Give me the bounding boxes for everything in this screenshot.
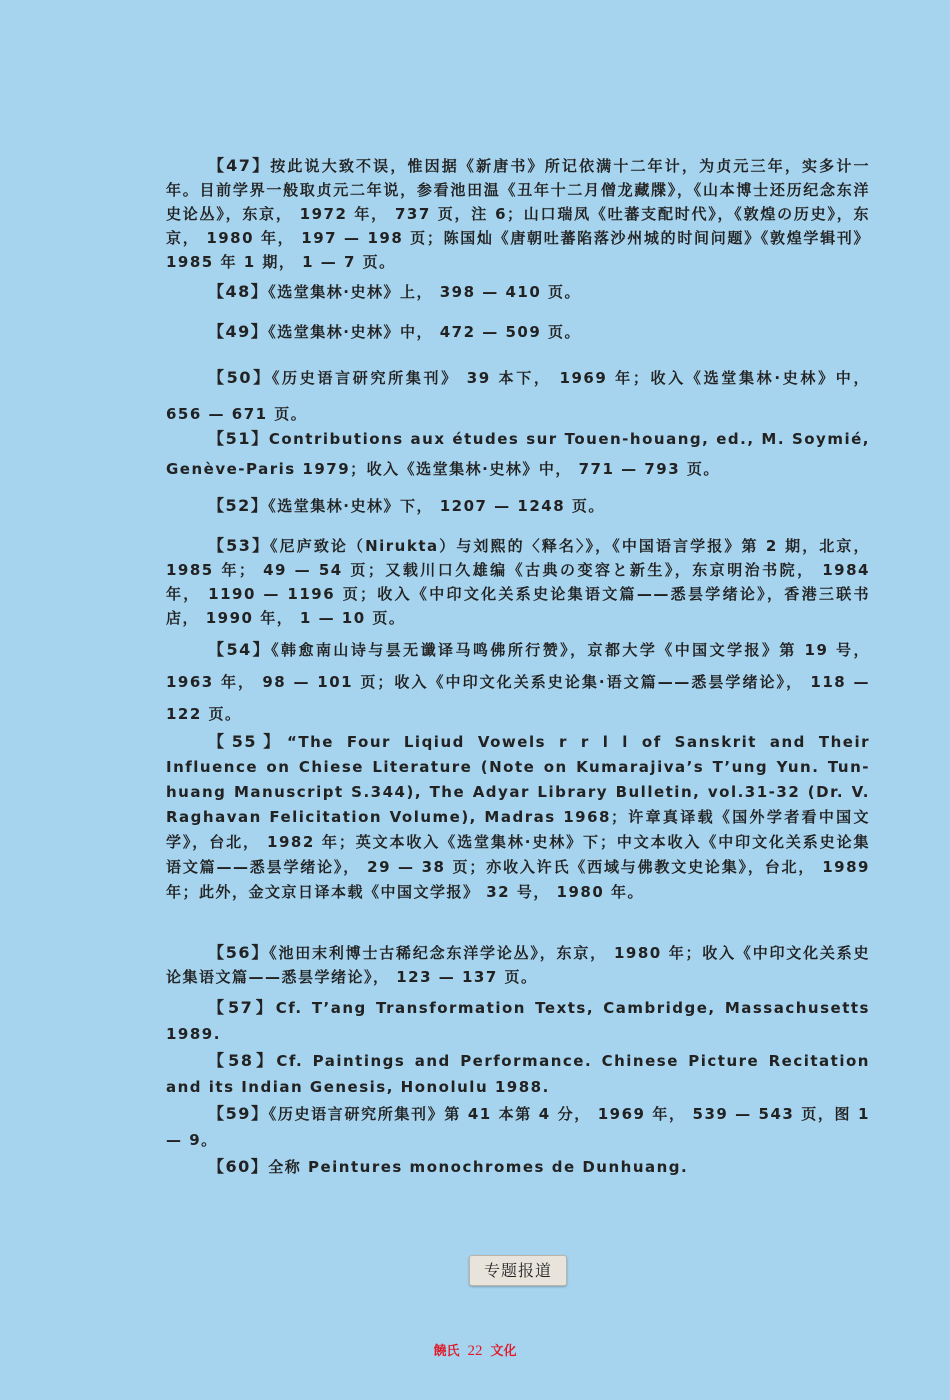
note-text: 《韩愈南山诗与昙无谶译马鸣佛所行赞》，京都大学《中国文学报》第 19 号， 1963 年， 98 — 101 页；收入《中印文化关系史论集·语文篇——悉昙学绪论》， 118 — 122 页。 (166, 641, 870, 723)
note-text: Contributions aux études sur Touen-houang, ed., M. Soymié, Genève-Paris 1979；收入《选堂集林·史林》中， 771 — 793 页。 (166, 430, 870, 478)
note-text: 《选堂集林·史林》中， 472 — 509 页。 (268, 323, 581, 341)
note-text: 全称 Peintures monochromes de Dunhuang. (268, 1158, 689, 1176)
note-number: 【58】 (208, 1051, 277, 1070)
note-52 (166, 494, 870, 518)
note-number: 【50】 (208, 368, 272, 387)
note-number: 【47】 (208, 156, 271, 175)
note-51 (166, 424, 870, 484)
note-number: 【55】 (208, 732, 287, 751)
note-text: 《历史语言研究所集刊》 39 本下， 1969 年；收入《选堂集林·史林》中， 656 — 671 页。 (166, 369, 870, 423)
note-number: 【53】 (208, 536, 271, 555)
page-footer (0, 1340, 950, 1360)
note-47 (166, 154, 870, 274)
note-text: 《选堂集林·史林》上， 398 — 410 页。 (268, 283, 581, 301)
note-53 (166, 534, 870, 630)
note-number: 【51】 (208, 429, 269, 448)
footer-right-label: 文化 (490, 1344, 517, 1359)
note-text: Cf. Paintings and Performance. Chinese Picture Recitation and its Indian Genesis, Honolulu 1988. (166, 1052, 870, 1096)
note-60 (166, 1155, 870, 1179)
note-59 (166, 1101, 870, 1153)
note-54 (166, 634, 870, 730)
note-number: 【54】 (208, 640, 272, 659)
note-text: Cf. T’ang Transformation Texts, Cambridge, Massachusetts 1989. (166, 999, 870, 1043)
note-number: 【60】 (208, 1157, 269, 1176)
footer-left-label: 饒氏 (433, 1344, 460, 1359)
note-number: 【57】 (208, 998, 276, 1017)
section-badge: 专题报道 (469, 1255, 567, 1286)
note-text: 《历史语言研究所集刊》第 41 本第 4 分， 1969 年， 539 — 543 页，图 1 — 9。 (166, 1105, 870, 1149)
note-number: 【56】 (208, 943, 270, 962)
note-number: 【49】 (208, 322, 269, 341)
note-48 (166, 280, 870, 304)
note-text: “The Four Liqiud Vowels r r l l of Sanskrit and Their Influence on Chiese Literature (Note on Kumarajiva’s T’ung Yun. Tun-huang Manuscript S.344), The Adyar Library Bulletin, vol.31-32 (Dr. V. Raghavan Felicitation Volume), Madras 1968；许章真译载《国外学者看中国文学》，台北， 1982 年；英文本收入《选堂集林·史林》下；中文本收入《中印文化关系史论集语文篇——悉昙学绪论》， 29 — 38 页；亦收入许氏《西域与佛教文史论集》，台北， 1989 年；此外，金文京日译本载《中国文学报》 32 号， 1980 年。 (166, 733, 870, 901)
note-text: 《选堂集林·史林》下， 1207 — 1248 页。 (268, 497, 605, 515)
note-56 (166, 941, 870, 989)
note-50 (166, 360, 870, 432)
note-number: 【59】 (208, 1104, 269, 1123)
note-number: 【48】 (208, 282, 269, 301)
note-57 (166, 995, 870, 1047)
note-text: 按此说大致不误，惟因据《新唐书》所记依满十二年计，为贞元三年，实多计一年。目前学界一般取贞元二年说，参看池田温《丑年十二月僧龙藏牒》，《山本博士还历纪念东洋史论丛》，东京， 1972 年， 737 页，注 6；山口瑞凤《吐蕃支配时代》，《敦煌の历史》，东京， 1980 年， 197 — 198 页；陈国灿《唐朝吐蕃陷落沙州城的时间问题》《敦煌学辑刊》 1985 年 1 期， 1 — 7 页。 (166, 157, 870, 271)
note-58 (166, 1048, 870, 1100)
note-text: 《池田末利博士古稀纪念东洋学论丛》，东京， 1980 年；收入《中印文化关系史论集语文篇——悉昙学绪论》， 123 — 137 页。 (166, 944, 870, 986)
note-55 (166, 729, 870, 905)
note-49 (166, 320, 870, 344)
note-number: 【52】 (208, 496, 269, 515)
page-number: 22 (467, 1343, 483, 1359)
note-text: 《尼庐致论（Nirukta）与刘熙的〈释名〉》，《中国语言学报》第 2 期，北京， 1985 年； 49 — 54 页；又载川口久雄编《古典の变容と新生》，东京明治书院， 1984 年， 1190 — 1196 页；收入《中印文化关系史论集语文篇——悉昙学绪论》，香港三联书店， 1990 年， 1 — 10 页。 (166, 537, 870, 627)
